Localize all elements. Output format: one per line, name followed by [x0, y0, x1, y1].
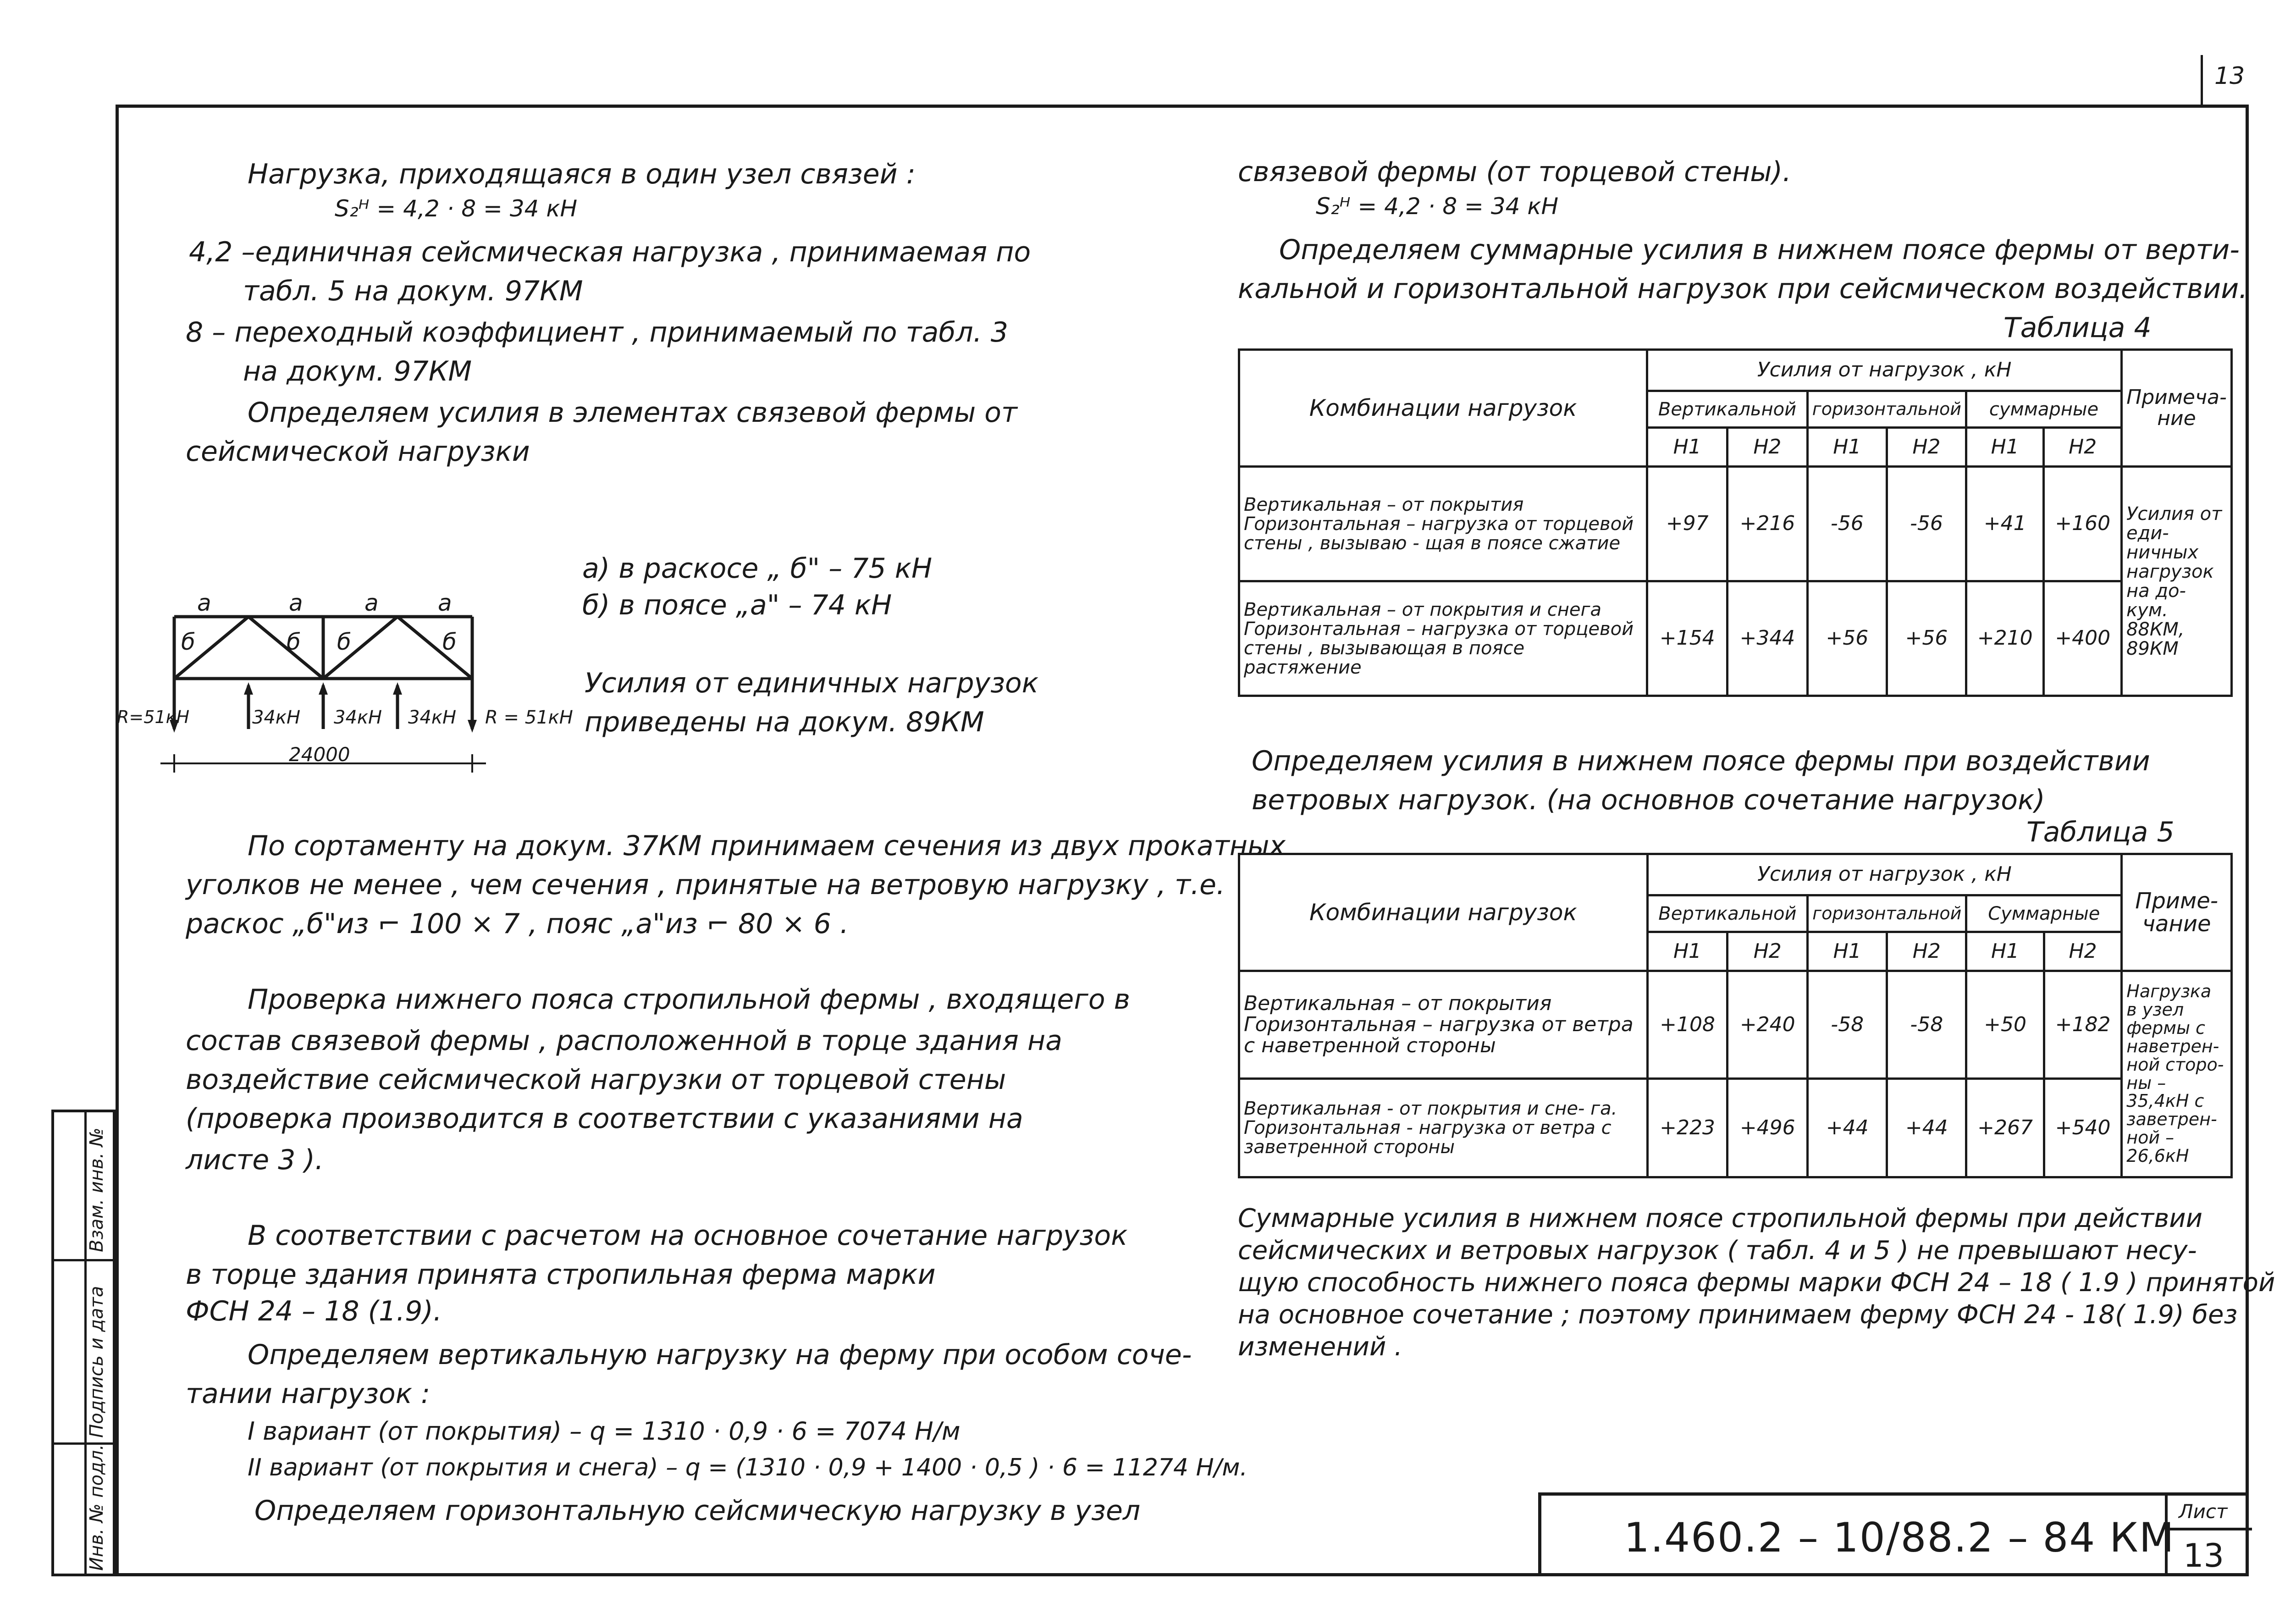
- t4-cell: +344: [1728, 581, 1808, 696]
- t4-cell: +210: [1966, 581, 2043, 696]
- t5-header-note: Приме-чание: [2122, 854, 2232, 971]
- t5-row2-label: Вертикальная - от покрытия и сне- га. Горизонтальная - нагрузка от ветра с заветренной стороны: [1239, 1079, 1648, 1177]
- t5-cell: +223: [1647, 1079, 1728, 1177]
- left-p2b: табл. 5 на докум. 97КМ: [243, 275, 583, 307]
- t4-row1-label: Вертикальная – от покрытия Горизонтальная – нагрузка от торцевой стены , вызываю - щая в поясе сжатие: [1239, 467, 1647, 581]
- t4-header-sum: суммарные: [1966, 391, 2121, 428]
- t5-row1-label: Вертикальная – от покрытия Горизонтальная – нагрузка от ветра с наветренной стороны: [1239, 971, 1648, 1079]
- t4-note: Усилия от еди- ничных нагрузок на до- кум. 88КМ, 89КМ: [2121, 467, 2231, 696]
- side-label-replace: Взам. инв. №: [86, 1127, 107, 1252]
- truss-load-1: 34кН: [252, 707, 301, 728]
- t4-header-note: Примеча-ние: [2121, 350, 2231, 467]
- t4-header-vertical: Вертикальной: [1647, 391, 1807, 428]
- left-p3a: 8 – переходный коэффициент , принимаемый по табл. 3: [186, 316, 1009, 348]
- left-p3b: на докум. 97КМ: [243, 355, 472, 387]
- t5-header-vertical: Вертикальной: [1647, 895, 1807, 932]
- t4-n: Н1: [1966, 428, 2043, 467]
- t4-n: Н2: [1728, 428, 1808, 467]
- t5-cell: +44: [1887, 1079, 1966, 1177]
- left-p5a: По сортаменту на докум. 37КМ принимаем сечения из двух прокатных: [248, 830, 1286, 862]
- t5-cell: +44: [1808, 1079, 1887, 1177]
- t5-cell: +496: [1728, 1079, 1808, 1177]
- right-formula-1: S₂ᴴ = 4,2 · 8 = 34 кН: [1316, 193, 1559, 220]
- truss-label-a1: а: [197, 590, 211, 616]
- truss-label-a3: а: [364, 590, 379, 616]
- left-p6c: воздействие сейсмической нагрузки от торцевой стены: [186, 1064, 1006, 1096]
- left-p7c: ФСН 24 – 18 (1.9).: [186, 1295, 442, 1327]
- t5-n: Н2: [1728, 932, 1808, 971]
- t4-cell: +160: [2044, 467, 2121, 581]
- truss-reaction-left: R=51кН: [117, 707, 190, 727]
- right-p4a: Суммарные усилия в нижнем поясе стропильной фермы при действии: [1238, 1204, 2203, 1233]
- t4-cell: -56: [1807, 467, 1887, 581]
- t4-n: Н2: [2044, 428, 2121, 467]
- left-p6a: Проверка нижнего пояса стропильной фермы , входящего в: [248, 983, 1131, 1016]
- left-p1: Нагрузка, приходящаяся в один узел связей :: [248, 158, 916, 190]
- left-p4b: сейсмической нагрузки: [186, 436, 530, 468]
- drawing-code: 1.460.2 – 10/88.2 – 84 КМ: [1624, 1514, 2175, 1561]
- t4-cell: +154: [1647, 581, 1728, 696]
- left-p8a: Определяем вертикальную нагрузку на ферму при особом соче-: [248, 1339, 1192, 1371]
- right-p4b: сейсмических и ветровых нагрузок ( табл. 4 и 5 ) не превышают несу-: [1238, 1236, 2197, 1265]
- t5-n: Н2: [1887, 932, 1966, 971]
- left-p4a: Определяем усилия в элементах связевой фермы от: [248, 397, 1017, 429]
- table5-caption: Таблица 5: [2026, 816, 2175, 848]
- t4-cell: -56: [1887, 467, 1966, 581]
- right-p1: связевой фермы (от торцевой стены).: [1238, 156, 1792, 188]
- side-label-inv: Инв. № подл.: [86, 1444, 107, 1571]
- t5-cell: -58: [1808, 971, 1887, 1079]
- table-5: [1238, 853, 2233, 1178]
- t4-header-horizontal: горизонтальной: [1807, 391, 1966, 428]
- left-unit-1: Усилия от единичных нагрузок: [585, 667, 1038, 699]
- left-p2a: 4,2 –единичная сейсмическая нагрузка , принимаемая по: [189, 236, 1031, 268]
- t5-cell: +267: [1966, 1079, 2044, 1177]
- t5-n: Н2: [2044, 932, 2121, 971]
- t4-cell: +56: [1887, 581, 1966, 696]
- left-p6b: состав связевой фермы , расположенной в торце здания на: [186, 1025, 1062, 1057]
- t4-n: Н1: [1807, 428, 1887, 467]
- t5-header-horizontal: горизонтальной: [1808, 895, 1966, 932]
- t5-cell: +108: [1647, 971, 1728, 1079]
- t5-n: Н1: [1966, 932, 2044, 971]
- t4-cell: +97: [1647, 467, 1728, 581]
- t5-cell: +540: [2044, 1079, 2121, 1177]
- sheet-number-top: 13: [2214, 62, 2245, 90]
- right-p3a: Определяем усилия в нижнем поясе фермы при воздействии: [1252, 745, 2150, 777]
- left-p6d: (проверка производится в соответствии с указаниями на: [186, 1103, 1023, 1135]
- truss-reaction-right: R = 51кН: [485, 707, 573, 728]
- left-unit-2: приведены на докум. 89КМ: [585, 706, 984, 738]
- t5-cell: +50: [1966, 971, 2044, 1079]
- t5-cell: +182: [2044, 971, 2121, 1079]
- right-p2b: кальной и горизонтальной нагрузок при сейсмическом воздействии.: [1238, 273, 2248, 305]
- t5-header-sum: Суммарные: [1966, 895, 2122, 932]
- t5-n: Н1: [1808, 932, 1887, 971]
- t5-cell: -58: [1887, 971, 1966, 1079]
- t5-header-combinations: Комбинации нагрузок: [1239, 854, 1648, 971]
- t5-header-forces: Усилия от нагрузок , кН: [1647, 854, 2122, 895]
- t4-cell: +216: [1728, 467, 1808, 581]
- right-p2a: Определяем суммарные усилия в нижнем поясе фермы от верти-: [1279, 234, 2240, 266]
- left-p8b: тании нагрузок :: [186, 1378, 431, 1410]
- truss-span: 24000: [289, 743, 350, 766]
- truss-label-a4: а: [438, 590, 452, 616]
- left-p7b: в торце здания принята стропильная ферма марки: [186, 1259, 936, 1291]
- left-variant-2: II вариант (от покрытия и снега) – q = (1310 · 0,9 + 1400 · 0,5 ) · 6 = 11274 Н/м.: [248, 1454, 1247, 1481]
- truss-label-b3: б: [337, 629, 351, 655]
- t4-cell: +56: [1807, 581, 1887, 696]
- truss-label-b2: б: [287, 629, 301, 655]
- table4-caption: Таблица 4: [2004, 312, 2152, 344]
- table-4: [1238, 348, 2233, 697]
- side-stamp: [51, 1110, 116, 1576]
- title-block: [1538, 1492, 2249, 1576]
- t4-n: Н1: [1647, 428, 1728, 467]
- table-row: [1239, 467, 2232, 581]
- truss-load-3: 34кН: [408, 707, 457, 728]
- left-formula-1: S₂ᴴ = 4,2 · 8 = 34 кН: [335, 195, 578, 222]
- left-force-b: б) в поясе „а" – 74 кН: [582, 589, 892, 621]
- table-row: [1239, 971, 2232, 1079]
- left-variant-1: I вариант (от покрытия) – q = 1310 · 0,9 · 6 = 7074 Н/м: [248, 1417, 960, 1446]
- t4-header-forces: Усилия от нагрузок , кН: [1647, 350, 2122, 391]
- sheet-corner-line: [2201, 55, 2203, 105]
- right-p4e: изменений .: [1238, 1332, 1402, 1362]
- t4-cell: +400: [2044, 581, 2121, 696]
- right-p3b: ветровых нагрузок. (на основнов сочетание нагрузок): [1252, 784, 2045, 816]
- right-p4d: на основное сочетание ; поэтому принимаем ферму ФСН 24 - 18( 1.9) без: [1238, 1300, 2238, 1330]
- right-p4c: щую способность нижнего пояса фермы марки ФСН 24 – 18 ( 1.9 ) принятой: [1238, 1268, 2275, 1298]
- t4-cell: +41: [1966, 467, 2043, 581]
- left-p7a: В соответствии с расчетом на основное сочетание нагрузок: [248, 1220, 1128, 1252]
- t4-header-combinations: Комбинации нагрузок: [1239, 350, 1647, 467]
- left-force-a: а) в раскосе „ б" – 75 кН: [582, 552, 933, 585]
- t5-note: Нагрузка в узел фермы с наветрен- ной сторо- ны – 35,4кН с заветрен- ной – 26,6кН: [2122, 971, 2232, 1177]
- table-row: [1239, 581, 2232, 696]
- sheet-label: Лист: [2179, 1500, 2228, 1523]
- side-label-sign: Подпись и дата: [86, 1286, 107, 1438]
- table-row: [1239, 1079, 2232, 1177]
- left-p9: Определяем горизонтальную сейсмическую нагрузку в узел: [254, 1495, 1141, 1527]
- t5-n: Н1: [1647, 932, 1728, 971]
- left-p5c: раскос „б"из ⌐ 100 × 7 , пояс „а"из ⌐ 80 × 6 .: [186, 908, 849, 940]
- t4-row2-label: Вертикальная – от покрытия и снега Горизонтальная – нагрузка от торцевой стены , вызывающая в поясе растяжение: [1239, 581, 1647, 696]
- left-p6e: листе 3 ).: [186, 1144, 324, 1176]
- truss-label-b1: б: [181, 629, 195, 655]
- truss-label-a2: а: [289, 590, 303, 616]
- truss-label-b4: б: [442, 629, 457, 655]
- sheet-number: 13: [2183, 1537, 2224, 1574]
- t4-n: Н2: [1887, 428, 1966, 467]
- t5-cell: +240: [1728, 971, 1808, 1079]
- left-p5b: уголков не менее , чем сечения , принятые на ветровую нагрузку , т.е.: [186, 869, 1225, 901]
- truss-load-2: 34кН: [334, 707, 382, 728]
